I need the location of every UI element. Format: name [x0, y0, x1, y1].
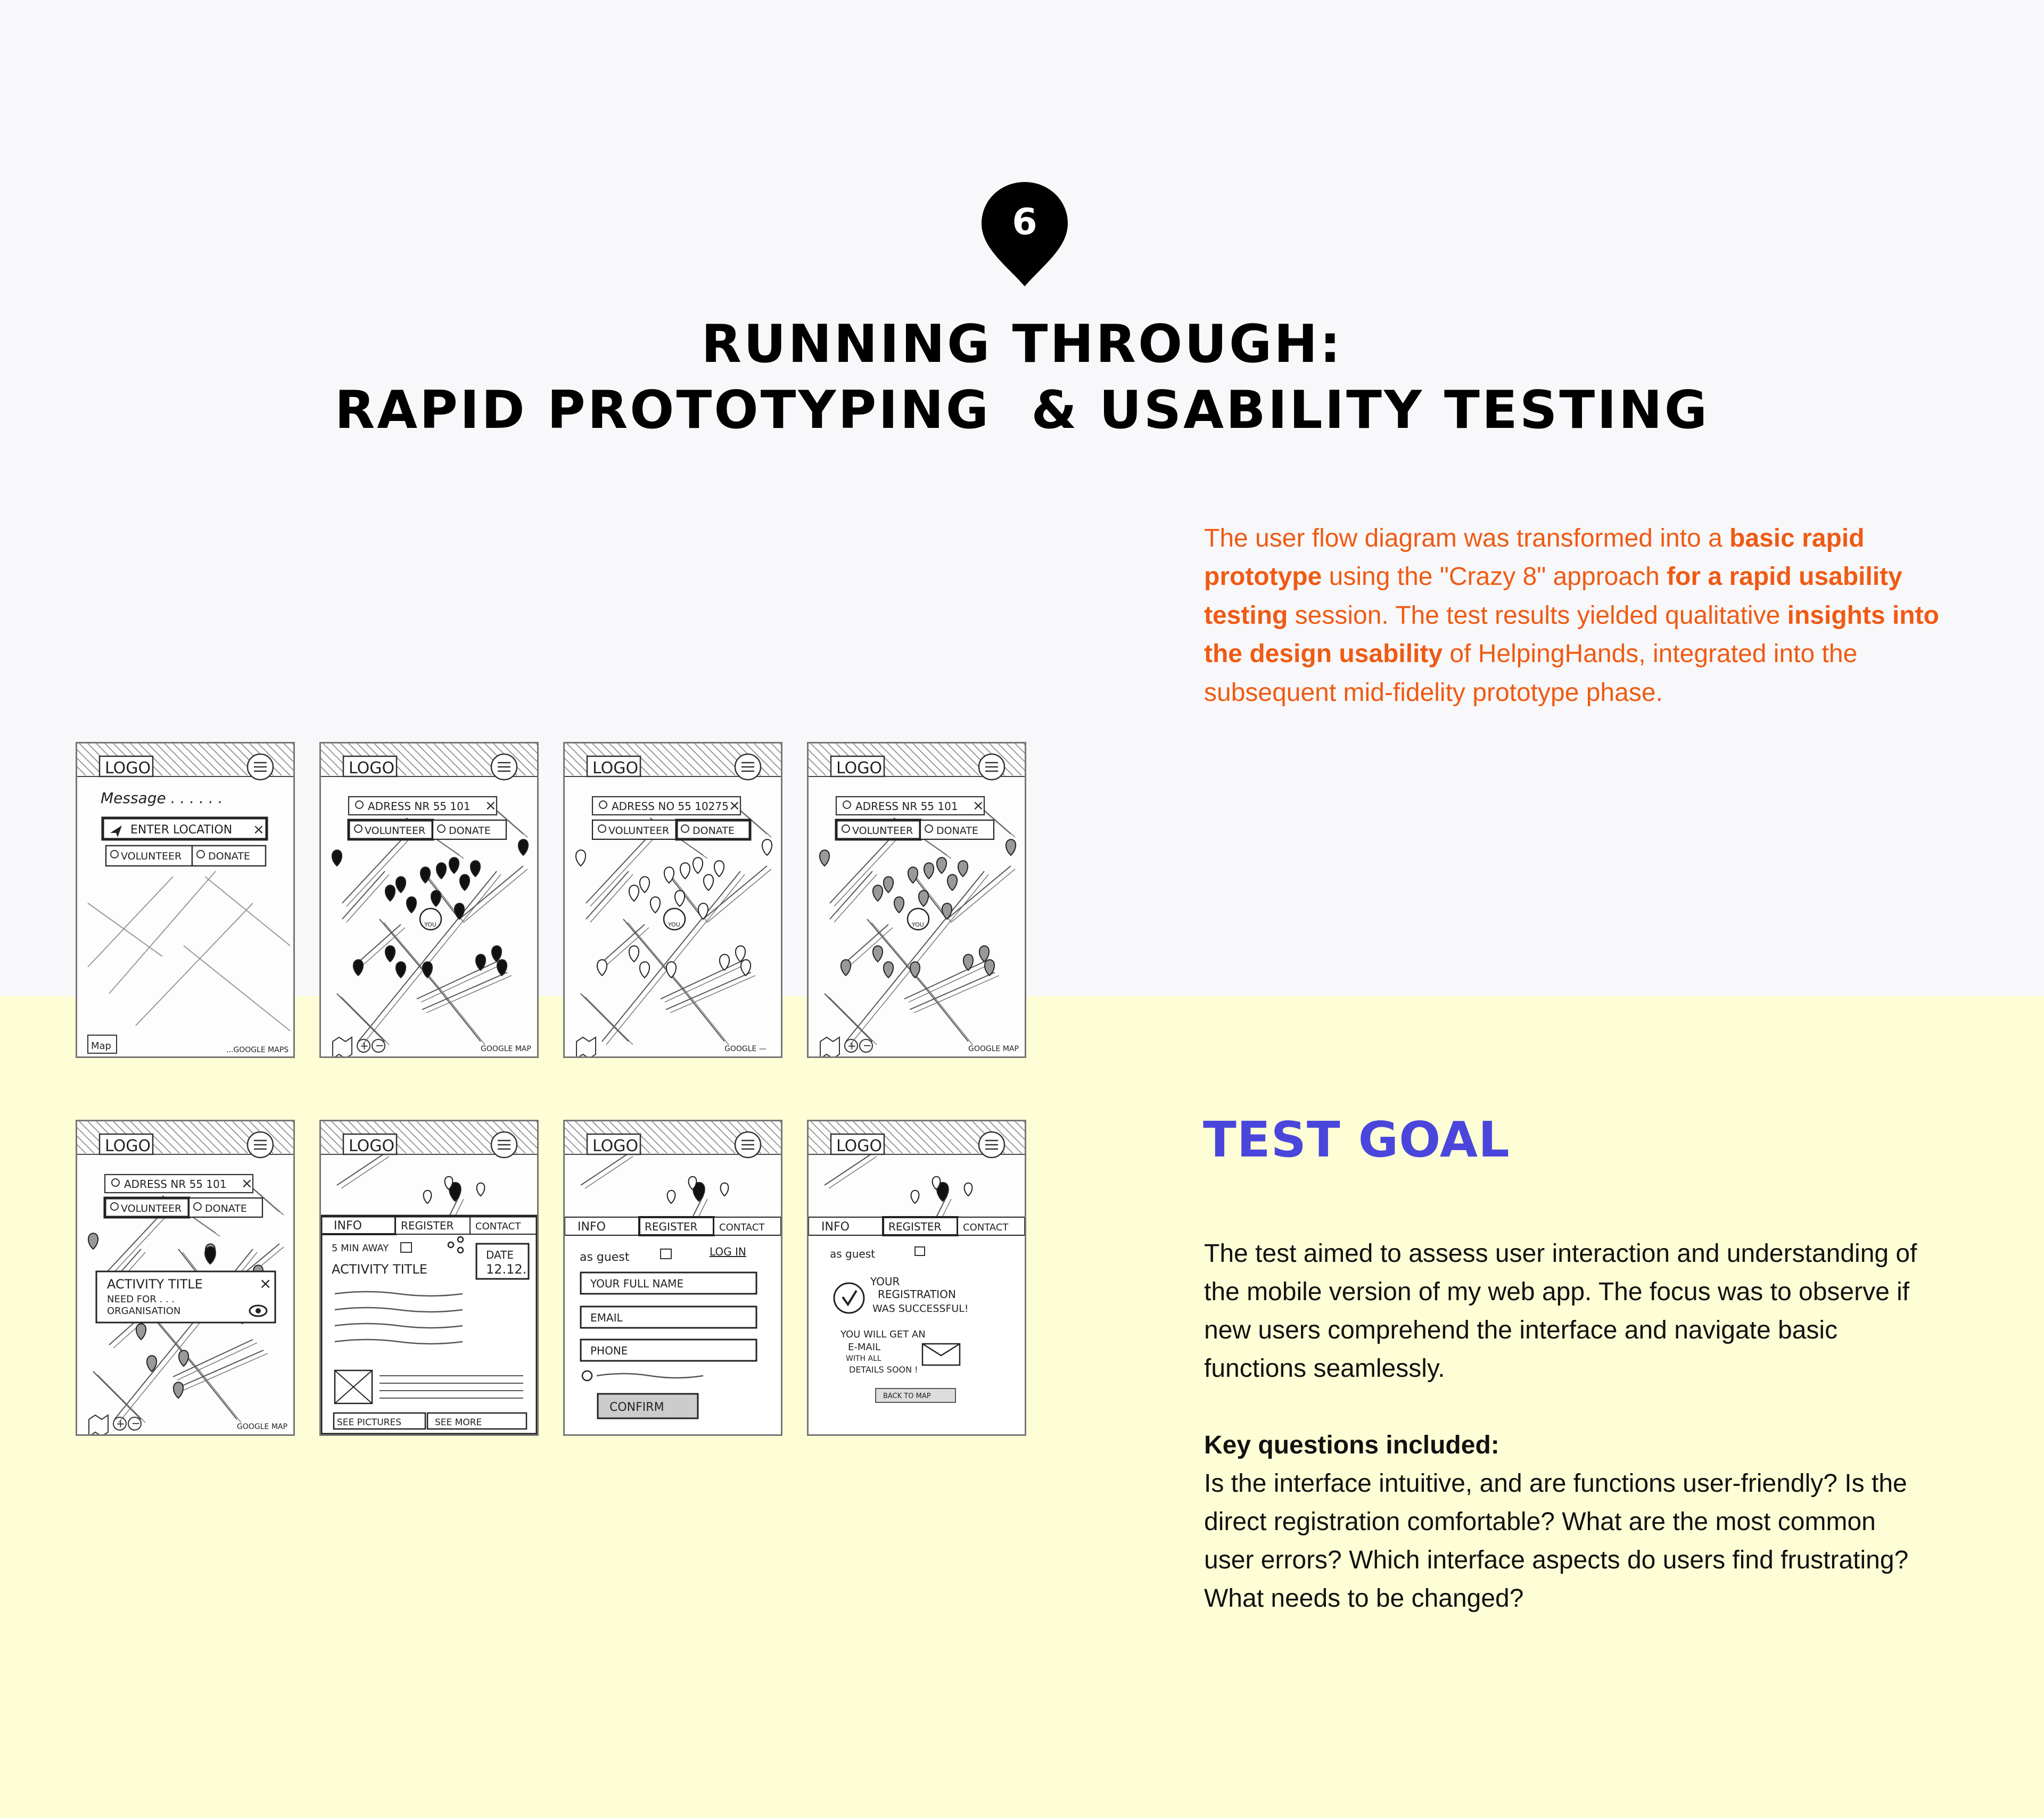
map-pin-icon[interactable]	[421, 867, 430, 883]
map-pin-icon[interactable]	[667, 1191, 675, 1203]
volunteer-label: VOLUNTEER	[608, 825, 670, 837]
donate-label: DONATE	[449, 825, 491, 837]
you-label: YOU	[668, 921, 680, 928]
map-pin-icon[interactable]	[680, 863, 690, 879]
wireframe-sketch-3	[563, 742, 782, 1058]
map-pin-icon[interactable]	[947, 874, 957, 890]
map-icon[interactable]	[89, 1415, 108, 1434]
email-line-3: WITH ALL	[846, 1354, 881, 1363]
intro-paragraph	[1204, 519, 1960, 712]
map-pin-icon[interactable]	[1006, 839, 1016, 855]
map-pin-icon[interactable]	[640, 877, 649, 893]
map-pin-icon[interactable]	[179, 1350, 188, 1366]
map-pin-icon[interactable]	[492, 946, 501, 962]
tab-register-label: REGISTER	[888, 1220, 942, 1233]
success-line-3: WAS SUCCESSFUL!	[872, 1303, 969, 1315]
distance-text: 5 MIN AWAY	[332, 1243, 389, 1254]
confirm-label: CONFIRM	[609, 1401, 664, 1414]
map-pin-icon[interactable]	[894, 897, 904, 913]
address-text: ADRESS NR 55 101	[855, 800, 958, 813]
map-pin-icon[interactable]	[431, 890, 441, 906]
clear-icon[interactable]: ×	[253, 822, 265, 838]
map-pin-icon[interactable]	[666, 962, 676, 978]
wireframe-sketch-5	[76, 1120, 295, 1436]
map-pin-icon[interactable]	[924, 863, 934, 879]
map-pin-icon[interactable]	[736, 946, 745, 962]
map-pin-icon[interactable]	[664, 867, 674, 883]
wireframe-sketch-1	[76, 742, 295, 1058]
you-label: YOU	[424, 921, 436, 928]
test-goal-body	[1204, 1235, 1928, 1618]
see-more-label: SEE MORE	[435, 1417, 482, 1428]
activity-title: ACTIVITY TITLE	[332, 1262, 427, 1277]
tab-contact-label: CONTACT	[475, 1221, 521, 1232]
clear-icon[interactable]: ×	[972, 798, 984, 814]
map-pin-icon[interactable]	[721, 1183, 729, 1196]
map-attribution: GOOGLE MAP	[968, 1045, 1019, 1053]
tab-contact-label: CONTACT	[719, 1222, 765, 1233]
map-pin-icon[interactable]	[704, 874, 713, 890]
intro-highlight: for a rapid usability testing	[1204, 563, 1902, 630]
clear-icon[interactable]: ×	[241, 1176, 253, 1192]
map-pin-icon[interactable]	[385, 946, 395, 962]
tab-register-label: REGISTER	[645, 1220, 698, 1233]
map-icon[interactable]	[820, 1037, 839, 1056]
page-title	[0, 311, 2044, 443]
step-number: 6	[1012, 201, 1037, 243]
message-text: Message . . . . . .	[101, 789, 223, 807]
map-pin-icon[interactable]	[174, 1382, 183, 1398]
donate-label: DONATE	[208, 850, 250, 862]
back-to-map-label: BACK TO MAP	[883, 1392, 931, 1400]
intro-highlight: insights into the design usability	[1204, 601, 1939, 668]
map-label: Map	[91, 1040, 111, 1052]
map-pin-icon[interactable]	[884, 877, 893, 893]
as-guest-text: as guest	[830, 1247, 875, 1260]
map-pin-icon[interactable]	[908, 867, 918, 883]
intro-text: The user flow diagram was transformed into a	[1204, 524, 1730, 552]
logo-text: LOGO	[349, 759, 395, 778]
address-text: ADRESS NR 55 101	[124, 1178, 227, 1191]
tab-info-label: INFO	[821, 1220, 850, 1234]
logo-text: LOGO	[836, 1137, 883, 1155]
email-line-4: DETAILS SOON !	[849, 1365, 918, 1375]
map-pin-icon[interactable]	[576, 850, 586, 866]
map-pin-icon[interactable]	[353, 960, 363, 976]
map-pin-icon[interactable]	[423, 962, 432, 978]
zoom-in-glyph: +	[847, 1039, 856, 1052]
map-pin-icon[interactable]	[640, 962, 649, 978]
map-pin-icon[interactable]	[714, 861, 724, 877]
test-goal-description: The test aimed to assess user interaction and understanding of the mobile version of my web app. The focus was to observe if new users comprehend the interface and navigate basic functions seamlessly.	[1204, 1239, 1917, 1383]
logo-text: LOGO	[836, 759, 883, 778]
map-pin-icon[interactable]	[407, 897, 416, 913]
address-text: ADRESS NR 55 101	[368, 800, 471, 813]
zoom-out-glyph: −	[375, 1039, 384, 1052]
email-line-1: YOU WILL GET AN	[840, 1329, 926, 1340]
map-icon[interactable]	[576, 1037, 596, 1056]
you-label: YOU	[912, 921, 924, 928]
map-pin-icon[interactable]	[910, 962, 920, 978]
as-guest-text: as guest	[580, 1251, 630, 1264]
map-pin-icon[interactable]	[675, 890, 685, 906]
intro-text: using the "Crazy 8" approach	[1322, 563, 1667, 591]
map-pin-icon[interactable]	[436, 863, 446, 879]
map-pin-icon[interactable]	[332, 850, 342, 866]
map-pin-icon[interactable]	[424, 1191, 432, 1203]
tab-info-label: INFO	[578, 1220, 606, 1234]
map-pin-icon[interactable]	[873, 946, 883, 962]
key-questions-label: Key questions included:	[1204, 1431, 1499, 1459]
volunteer-label: VOLUNTEER	[121, 850, 182, 862]
map-pin-icon[interactable]	[88, 1233, 98, 1249]
logo-text: LOGO	[592, 1137, 639, 1155]
map-pin-icon[interactable]	[762, 839, 772, 855]
map-pin-icon[interactable]	[471, 861, 480, 877]
phone-input-label: PHONE	[590, 1344, 628, 1357]
intro-text: session. The test results yielded qualitative	[1288, 601, 1787, 630]
map-pin-icon[interactable]	[841, 960, 851, 976]
zoom-out-glyph: −	[131, 1417, 141, 1429]
wireframe-sketch-4	[807, 742, 1026, 1058]
volunteer-label: VOLUNTEER	[121, 1203, 182, 1214]
map-pin-icon[interactable]	[597, 960, 607, 976]
map-attribution: ...GOOGLE MAPS	[226, 1046, 289, 1054]
map-attribution: GOOGLE MAP	[237, 1423, 287, 1431]
map-pin-icon[interactable]	[477, 1183, 485, 1196]
map-pin-icon[interactable]	[136, 1324, 146, 1340]
donate-label: DONATE	[205, 1203, 247, 1214]
clear-icon[interactable]: ×	[729, 798, 740, 814]
map-pin-icon[interactable]	[396, 877, 406, 893]
date-value: 12.12.	[486, 1262, 527, 1277]
address-text: ADRESS NO 55 10275	[612, 800, 729, 813]
map-pin-icon[interactable]	[884, 962, 893, 978]
success-line-2: REGISTRATION	[878, 1288, 956, 1301]
logo-text: LOGO	[349, 1137, 395, 1155]
email-line-2: E-MAIL	[848, 1342, 881, 1353]
map-pin-icon[interactable]	[460, 874, 469, 890]
intro-highlight: basic rapid prototype	[1204, 524, 1865, 591]
map-attribution: GOOGLE —	[724, 1045, 767, 1053]
zoom-out-glyph: −	[863, 1039, 872, 1052]
selected-pin-icon[interactable]	[205, 1247, 216, 1264]
tab-register-label: REGISTER	[401, 1219, 454, 1232]
zoom-in-glyph: +	[360, 1039, 369, 1052]
date-label: DATE	[486, 1249, 514, 1261]
volunteer-label: VOLUNTEER	[365, 825, 426, 837]
map-pin-icon[interactable]	[820, 850, 829, 866]
location-label: ENTER LOCATION	[130, 823, 233, 837]
logo-text: LOGO	[105, 1137, 151, 1155]
tab-contact-label: CONTACT	[963, 1222, 1009, 1233]
donate-label: DONATE	[936, 825, 978, 837]
success-line-1: YOUR	[870, 1275, 900, 1288]
activity-title: ACTIVITY TITLE	[107, 1277, 203, 1292]
wireframe-sketch-8	[807, 1120, 1026, 1436]
close-icon[interactable]: ×	[259, 1275, 272, 1292]
email-input-label: EMAIL	[590, 1311, 623, 1324]
test-goal-heading: TEST GOAL	[1203, 1111, 1510, 1168]
page-title-line-1: RUNNING THROUGH:	[701, 314, 1343, 375]
need-for-text: NEED FOR . . .	[107, 1294, 175, 1305]
map-pin-icon[interactable]	[629, 946, 639, 962]
wireframe-sketch-2	[319, 742, 539, 1058]
intro-text: of HelpingHands, integrated into the subsequent mid-fidelity prototype phase.	[1204, 640, 1858, 707]
map-pin-icon[interactable]	[449, 857, 459, 873]
map-pin-icon[interactable]	[965, 1183, 972, 1196]
full-name-input-label: YOUR FULL NAME	[590, 1277, 684, 1290]
map-icon[interactable]	[333, 1037, 352, 1056]
logo-text: LOGO	[105, 759, 151, 778]
map-pin-icon[interactable]	[919, 890, 928, 906]
map-pin-icon[interactable]	[629, 885, 639, 901]
map-pin-icon[interactable]	[911, 1191, 919, 1203]
donate-label: DONATE	[693, 825, 735, 837]
organisation-text: ORGANISATION	[107, 1305, 181, 1317]
key-questions-text: Is the interface intuitive, and are functions user-friendly? Is the direct registration comfortable? What are the most common user errors? Which interface aspects do users find frustrating? What needs to be changed?	[1204, 1469, 1909, 1613]
zoom-in-glyph: +	[116, 1417, 125, 1430]
map-pin-icon[interactable]	[518, 839, 528, 855]
map-pin-icon[interactable]	[396, 962, 406, 978]
clear-icon[interactable]: ×	[485, 798, 497, 814]
logo-text: LOGO	[592, 759, 639, 778]
map-pin-icon[interactable]	[958, 861, 968, 877]
volunteer-label: VOLUNTEER	[852, 825, 913, 837]
map-pin-icon[interactable]	[650, 897, 660, 913]
tab-info-label: INFO	[334, 1219, 362, 1233]
log-in-link[interactable]: LOG IN	[710, 1245, 746, 1258]
map-attribution: GOOGLE MAP	[481, 1045, 531, 1053]
map-pin-icon[interactable]	[873, 885, 883, 901]
map-pin-icon[interactable]	[979, 946, 989, 962]
map-pin-icon[interactable]	[385, 885, 395, 901]
wireframe-sketch-7	[563, 1120, 782, 1436]
see-pictures-label: SEE PICTURES	[337, 1417, 401, 1428]
map-pin-icon[interactable]	[693, 857, 703, 873]
wireframe-sketch-6	[319, 1120, 539, 1436]
map-pin-icon[interactable]	[937, 857, 946, 873]
page-title-line-2: RAPID PROTOTYPING & USABILITY TESTING	[334, 380, 1710, 441]
